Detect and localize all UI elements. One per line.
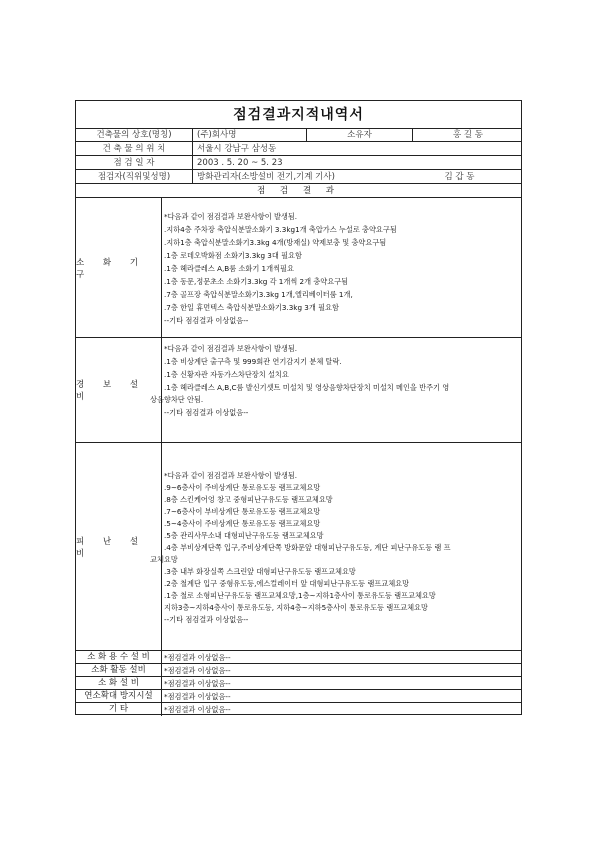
summary-row-spread-prevention	[76, 690, 521, 703]
finding-line: .1층 철로 소형피난구유도등 램프교체요망,1층~지하1층사이 통로유도등 램프교체요망	[164, 591, 436, 600]
date-value: 2003 . 5. 20 ~ 5. 23	[197, 158, 283, 168]
section-label: 피 난 설 비	[76, 443, 162, 650]
finding-line: .4층 부비상계단쪽 입구,주비상계단쪽 방화문앞 대형피난구유도등, 계단 피난구유도등 램 프	[164, 543, 451, 552]
inspector-name: 김 갑 동	[444, 172, 475, 182]
location-row	[76, 142, 521, 156]
summary-label: 기 타	[76, 703, 162, 716]
finding-line: .1층 헤라클레스 A,B,C룸 발신기셋트 미설치 및 영상음향차단장치 미설치 메인을 반주기 영	[164, 383, 450, 392]
owner-value: 홍 길 동	[452, 130, 484, 140]
inspector-role: 방화관리자(소방설비 전기,기계 기사)	[197, 172, 335, 182]
section-evacuation	[76, 443, 521, 651]
section-body	[150, 338, 521, 442]
section-label: 경 보 설 비	[76, 338, 162, 442]
location-value: 서울시 강남구 삼성동	[197, 144, 277, 154]
finding-line: .1층 신황자관 자동가스차단장치 설치요	[164, 370, 289, 379]
finding-line: .5층 관리사무소내 대형피난구유도등 램프교체요망	[164, 531, 324, 540]
date-label: 점 검 일 자	[76, 156, 193, 169]
finding-line: .9~6층사이 주비상계단 통로유도등 램프교체요망	[164, 483, 321, 492]
finding-line: *다음과 같이 점검결과 보완사항이 발생됨.	[164, 471, 298, 480]
finding-line: --기타 점검결과 이상없음--	[164, 408, 249, 417]
finding-line: --기타 점검결과 이상없음--	[164, 316, 249, 325]
finding-line: .7층 골프장 축압식분말소화기3.3kg 1개,엘리베이터룸 1개,	[164, 290, 353, 299]
section-label: 소 화 기 구	[76, 198, 162, 337]
inspection-report-sheet	[75, 100, 522, 715]
summary-row-water-supply	[76, 651, 521, 664]
finding-line: .3층 내부 화장실쪽 스크린앞 대형피난구유도등 램프교체요망	[164, 567, 356, 576]
inspector-row	[76, 170, 521, 184]
location-label: 건 축 물 의 위 치	[76, 142, 193, 155]
section-body	[150, 443, 521, 650]
finding-line: .7층 한일 휴먼텍스 축압식분말소화기3.3kg 3개 필요함	[164, 303, 339, 312]
summary-row-firefighting-activity	[76, 664, 521, 677]
date-row	[76, 156, 521, 170]
company-value: (주)회사명	[197, 130, 237, 140]
summary-value: *점검결과 이상없음--	[164, 666, 231, 675]
finding-line: .1층 동문,정문초소 소화기3.3kg 각 1개씩 2개 충약요구됨	[164, 277, 349, 286]
summary-row-extinguishing-system	[76, 677, 521, 690]
section-alarm	[76, 338, 521, 443]
report-title: 점검결과지적내역서	[76, 101, 521, 129]
finding-line: 지하3층~지하4층사이 통로유도등, 지하4층~지하5층사이 통로유도등 램프교체요망	[164, 603, 428, 612]
summary-label: 연소확대 방지시설	[76, 690, 162, 702]
finding-line: 상음향차단 안됨.	[150, 395, 204, 404]
summary-value: *점검결과 이상없음--	[164, 679, 231, 688]
summary-value: *점검결과 이상없음--	[164, 705, 231, 714]
finding-line: .지하4층 주차장 축압식분말소화기 3.3kg1개 축압가스 누설로 충약요구됨	[164, 225, 397, 234]
finding-line: 교체요망	[150, 555, 178, 564]
finding-line: --기타 점검결과 이상없음--	[164, 615, 249, 624]
summary-value: *점검결과 이상없음--	[164, 692, 231, 701]
summary-label: 소화 활동 설비	[76, 664, 162, 676]
finding-line: .1층 비상계단 출구측 및 999회관 연기감지기 분체 탈락.	[164, 357, 342, 366]
finding-line: .5~4층사이 주비상계단 통로유도등 램프교체요망	[164, 519, 321, 528]
summary-value: *점검결과 이상없음--	[164, 653, 231, 662]
finding-line: .8층 스킨케어엉 창고 중형피난구유도등 램프교체요망	[164, 495, 333, 504]
owner-label: 소유자	[306, 129, 413, 141]
section-body	[162, 198, 521, 337]
finding-line: *다음과 같이 점검결과 보완사항이 발생됨.	[164, 212, 298, 221]
finding-line: .1층 로데오박화점 소화기3.3kg 3대 필요함	[164, 251, 302, 260]
finding-line: *다음과 같이 점검결과 보완사항이 발생됨.	[164, 344, 298, 353]
finding-line: .2층 철계단 입구 중형유도등,에스컬레이터 앞 대형피난구유도등 램프교체요망	[164, 579, 410, 588]
finding-line: .1층 헤라클레스 A,B룸 소화기 1개씩필요	[164, 264, 294, 273]
finding-line: .지하1층 축압식분말소화기3.3kg 4개(방재실) 약제보충 및 충약요구됨	[164, 238, 387, 247]
company-row	[76, 129, 521, 142]
section-extinguishers	[76, 198, 521, 338]
finding-line: .7~6층사이 부비상계단 통로유도등 램프교체요망	[164, 507, 321, 516]
summary-label: 소 화 설 비	[76, 677, 162, 689]
summary-label: 소 화 용 수 설 비	[76, 651, 162, 663]
results-heading: 점 검 결 과	[76, 184, 521, 198]
summary-row-other	[76, 703, 521, 716]
inspector-label: 점검자(직위및성명)	[76, 170, 193, 183]
company-label: 건축물의 상호(명칭)	[76, 129, 193, 141]
